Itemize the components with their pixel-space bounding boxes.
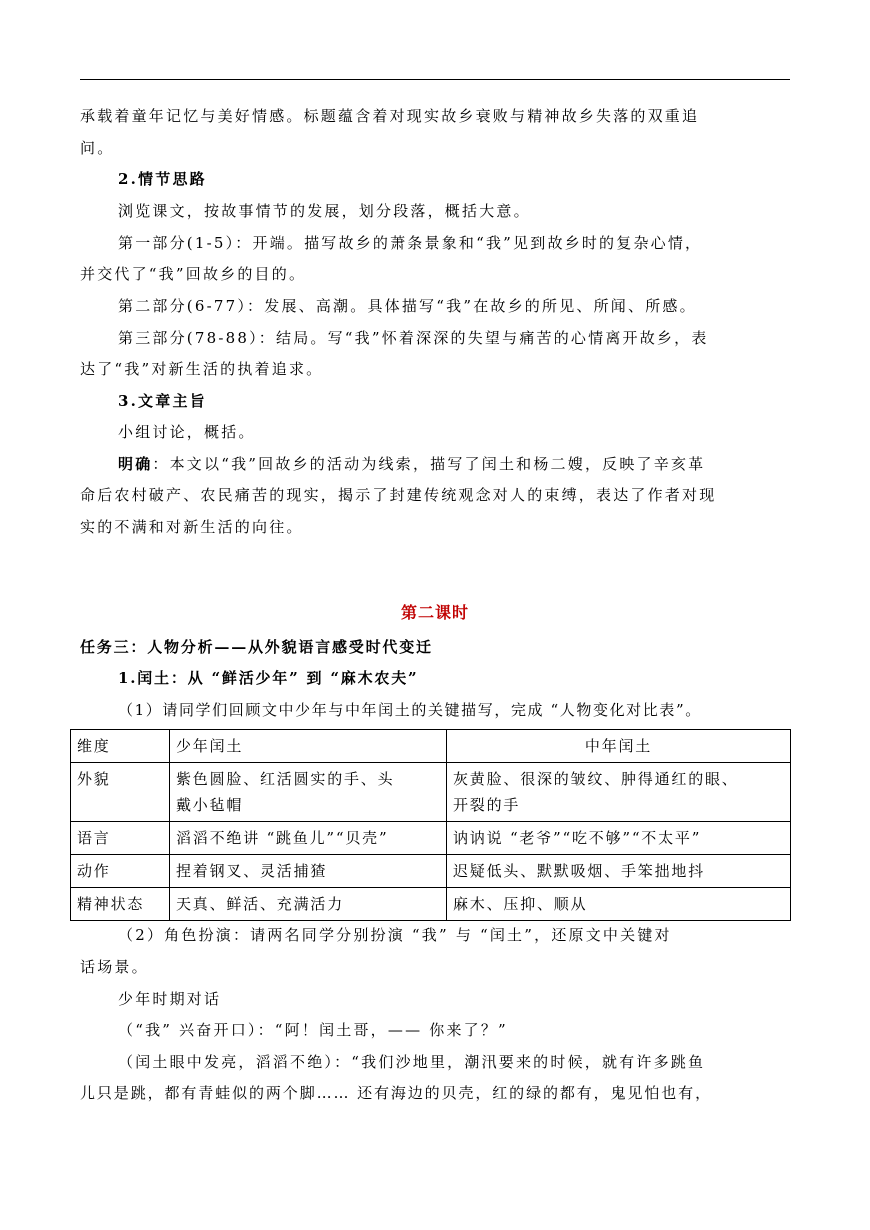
intro-line-1: 承载着童年记忆与美好情感。标题蕴含着对现实故乡衰败与精神故乡失落的双重追 <box>80 107 700 125</box>
plot-part3-line2: 达了“我”对新生活的执着追求。 <box>80 360 324 378</box>
plot-heading: 2.情节思路 <box>118 170 207 188</box>
plot-instruction: 浏览课文，按故事情节的发展，划分段落，概括大意。 <box>118 202 531 220</box>
table-cell-old <box>447 763 791 822</box>
theme-line-2: 命后农村破产、农民痛苦的现实，揭示了封建传统观念对人的束缚，表达了作者对现 <box>80 486 717 504</box>
table-cell-dimension: 外貌 <box>71 763 170 822</box>
theme-instruction: 小组讨论，概括。 <box>118 423 256 441</box>
theme-line-3: 实的不满和对新生活的向往。 <box>80 518 304 536</box>
intro-line-2: 问。 <box>80 139 115 157</box>
table-cell-young: 捏着钢叉、灵活捕猹 <box>170 855 447 888</box>
theme-line-1-text: ：本文以“我”回故乡的活动为线索，描写了闰土和杨二嫂，反映了辛亥革 <box>152 455 706 473</box>
table-header-cell: 少年闰土 <box>170 730 447 763</box>
table-cell-dimension: 语言 <box>71 822 170 855</box>
table-cell-young <box>170 763 447 822</box>
cell-line: 灰黄脸、很深的皱纹、肿得通红的眼、 <box>453 770 739 788</box>
table-cell-young: 天真、鲜活、充满活力 <box>170 888 447 921</box>
roleplay-line-1: （2）角色扮演：请两名同学分别扮演 “我” 与 “闰土”，还原文中关键对 <box>118 926 672 944</box>
table-cell-old: 麻木、压抑、顺从 <box>447 888 791 921</box>
table-header-row <box>71 730 791 763</box>
dialogue-line-2: （闰土眼中发亮，滔滔不绝）：“我们沙地里，潮汛要来的时候，就有许多跳鱼 <box>118 1053 706 1071</box>
subsection-heading: 1.闰土：从 “鲜活少年” 到 “麻木农夫” <box>118 669 419 687</box>
table-cell-old: 讷讷说 “老爷”“吃不够”“不太平” <box>447 822 791 855</box>
table-cell-dimension: 精神状态 <box>71 888 170 921</box>
dialogue-subheading: 少年时期对话 <box>118 990 222 1008</box>
table-cell-old: 迟疑低头、默默吸烟、手笨拙地抖 <box>447 855 791 888</box>
roleplay-line-2: 话场景。 <box>80 958 149 976</box>
plot-part2: 第二部分(6-77）：发展、高潮。具体描写“我”在故乡的所见、所闻、所感。 <box>118 297 697 315</box>
plot-part3-line1: 第三部分(78-88）：结局。写“我”怀着深深的失望与痛苦的心情离开故乡，表 <box>118 329 709 347</box>
plot-part1-line1: 第一部分(1-5）：开端。描写故乡的萧条景象和“我”见到故乡时的复杂心情， <box>118 234 703 252</box>
theme-line-1 <box>118 454 705 474</box>
table-row <box>71 822 791 855</box>
dialogue-line-3: 儿只是跳，都有青蛙似的两个脚…… 还有海边的贝壳，红的绿的都有，鬼见怕也有， <box>80 1084 712 1102</box>
theme-heading: 3.文章主旨 <box>118 392 207 410</box>
comparison-table <box>70 729 791 921</box>
cell-line: 紫色圆脸、红活圆实的手、头 <box>176 770 395 788</box>
task-heading: 任务三：人物分析——从外貌语言感受时代变迁 <box>80 638 433 656</box>
table-header-cell: 中年闰土 <box>447 730 791 763</box>
theme-label: 明确 <box>118 455 153 473</box>
cell-line: 开裂的手 <box>453 796 521 814</box>
cell-line: 戴小毡帽 <box>176 796 244 814</box>
table-header-cell: 维度 <box>71 730 170 763</box>
question-1: （1）请同学们回顾文中少年与中年闰土的关键描写，完成 “人物变化对比表”。 <box>118 701 702 719</box>
table-row <box>71 763 791 822</box>
table-cell-young: 滔滔不绝讲 “跳鱼儿”“贝壳” <box>170 822 447 855</box>
plot-part1-line2: 并交代了“我”回故乡的目的。 <box>80 265 307 283</box>
header-rule <box>80 79 790 80</box>
dialogue-line-1: （“我” 兴奋开口）：“阿！闰土哥，—— 你来了？” <box>118 1021 508 1039</box>
table-cell-dimension: 动作 <box>71 855 170 888</box>
lesson-title: 第二课时 <box>400 603 469 622</box>
table-row <box>71 888 791 921</box>
table-row <box>71 855 791 888</box>
